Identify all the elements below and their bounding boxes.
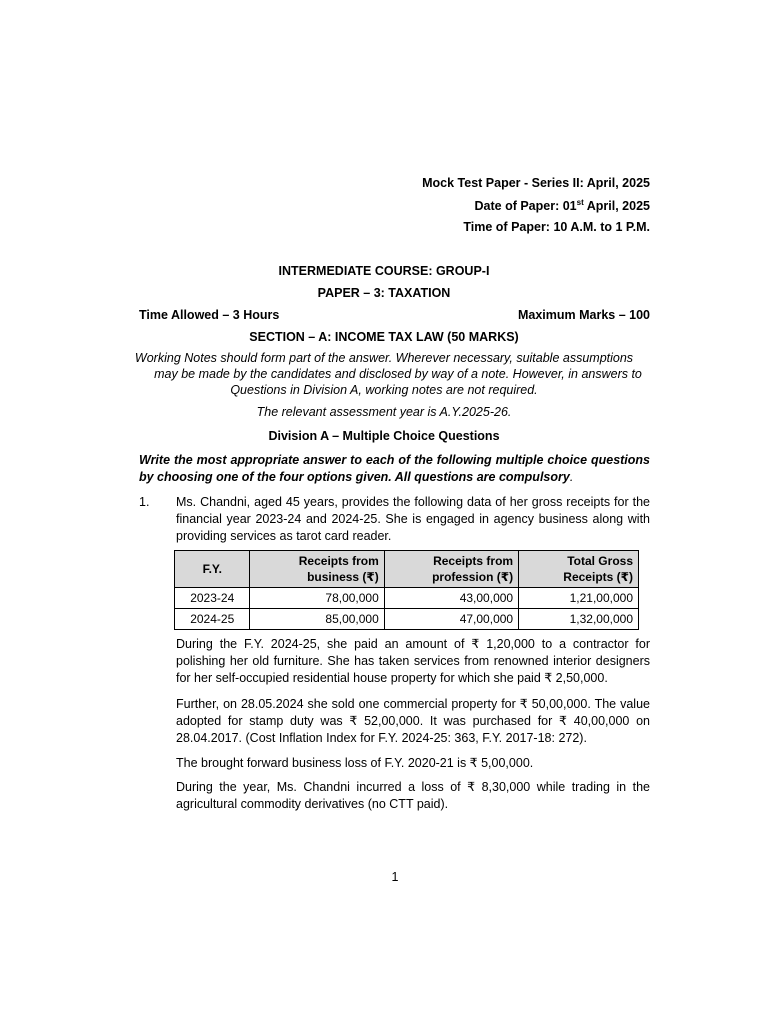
course-title: INTERMEDIATE COURSE: GROUP-I [278, 264, 490, 278]
cell-business: 78,00,000 [250, 588, 384, 609]
cell-profession: 47,00,000 [384, 609, 518, 630]
header-total: Total Gross Receipts (₹) [519, 551, 639, 588]
table-header-row [175, 551, 639, 588]
header-fy: F.Y. [175, 551, 250, 588]
division-title: Division A – Multiple Choice Questions [268, 429, 500, 443]
date-prefix: Date of Paper: 01 [474, 199, 577, 214]
time-allowed: Time Allowed – 3 Hours [139, 308, 280, 322]
header-profession: Receipts from profession (₹) [384, 551, 518, 588]
assessment-year-note: The relevant assessment year is A.Y.2025-26. [256, 405, 512, 419]
notes-line-2: may be made by the candidates and disclosed by way of a note. However, in answers to [154, 367, 642, 381]
paper-title: PAPER – 3: TAXATION [317, 286, 451, 300]
table-row [175, 609, 639, 630]
date-suffix: April, 2025 [583, 199, 650, 214]
notes-line-3: Questions in Division A, working notes are not required. [230, 383, 538, 397]
instructions [139, 452, 650, 486]
date-line [475, 198, 651, 213]
paragraph-derivatives-loss: During the year, Ms. Chandni incurred a loss of ₹ 8,30,000 while trading in the agricultural commodity derivatives (no CTT paid). [176, 780, 650, 811]
cell-total: 1,21,00,000 [519, 588, 639, 609]
cell-total: 1,32,00,000 [519, 609, 639, 630]
paragraph-property-sale: Further, on 28.05.2024 she sold one commercial property for ₹ 50,00,000. The value adopted for stamp duty was ₹ 52,00,000. It was purchased for ₹ 40,00,000 on 28.04.2017. (Cost Inflation Index for F.Y. 2024-25: 363, F.Y. 2017-18: 272). [176, 697, 650, 745]
cell-business: 85,00,000 [250, 609, 384, 630]
cell-profession: 43,00,000 [384, 588, 518, 609]
question-intro: Ms. Chandni, aged 45 years, provides the following data of her gross receipts for the financial year 2023-24 and 2024-25. She is engaged in agency business along with providing services as tarot card reader. [176, 495, 650, 543]
receipts-table [174, 550, 639, 630]
page-number: 1 [391, 870, 399, 884]
question-number: 1. [139, 495, 150, 509]
section-title: SECTION – A: INCOME TAX LAW (50 MARKS) [249, 330, 519, 344]
instructions-text: Write the most appropriate answer to each of the following multiple choice questions by choosing one of the four options given. All questions are compulsory [139, 453, 650, 484]
header-business: Receipts from business (₹) [250, 551, 384, 588]
date-superscript: st [576, 198, 584, 207]
series-line: Mock Test Paper - Series II: April, 2025 [422, 176, 650, 190]
instructions-end: . [569, 470, 574, 484]
paragraph-contractor: During the F.Y. 2024-25, she paid an amount of ₹ 1,20,000 to a contractor for polishing her old furniture. She has taken services from renowned interior designers for her self-occupied residential house property for which she paid ₹ 2,50,000. [176, 637, 650, 685]
cell-fy: 2023-24 [175, 588, 250, 609]
max-marks: Maximum Marks – 100 [517, 308, 650, 322]
paragraph-business-loss: The brought forward business loss of F.Y. 2020-21 is ₹ 5,00,000. [176, 756, 534, 770]
table-row [175, 588, 639, 609]
cell-fy: 2024-25 [175, 609, 250, 630]
time-line: Time of Paper: 10 A.M. to 1 P.M. [463, 220, 650, 234]
notes-line-1: Working Notes should form part of the answer. Wherever necessary, suitable assumptions [134, 351, 634, 365]
